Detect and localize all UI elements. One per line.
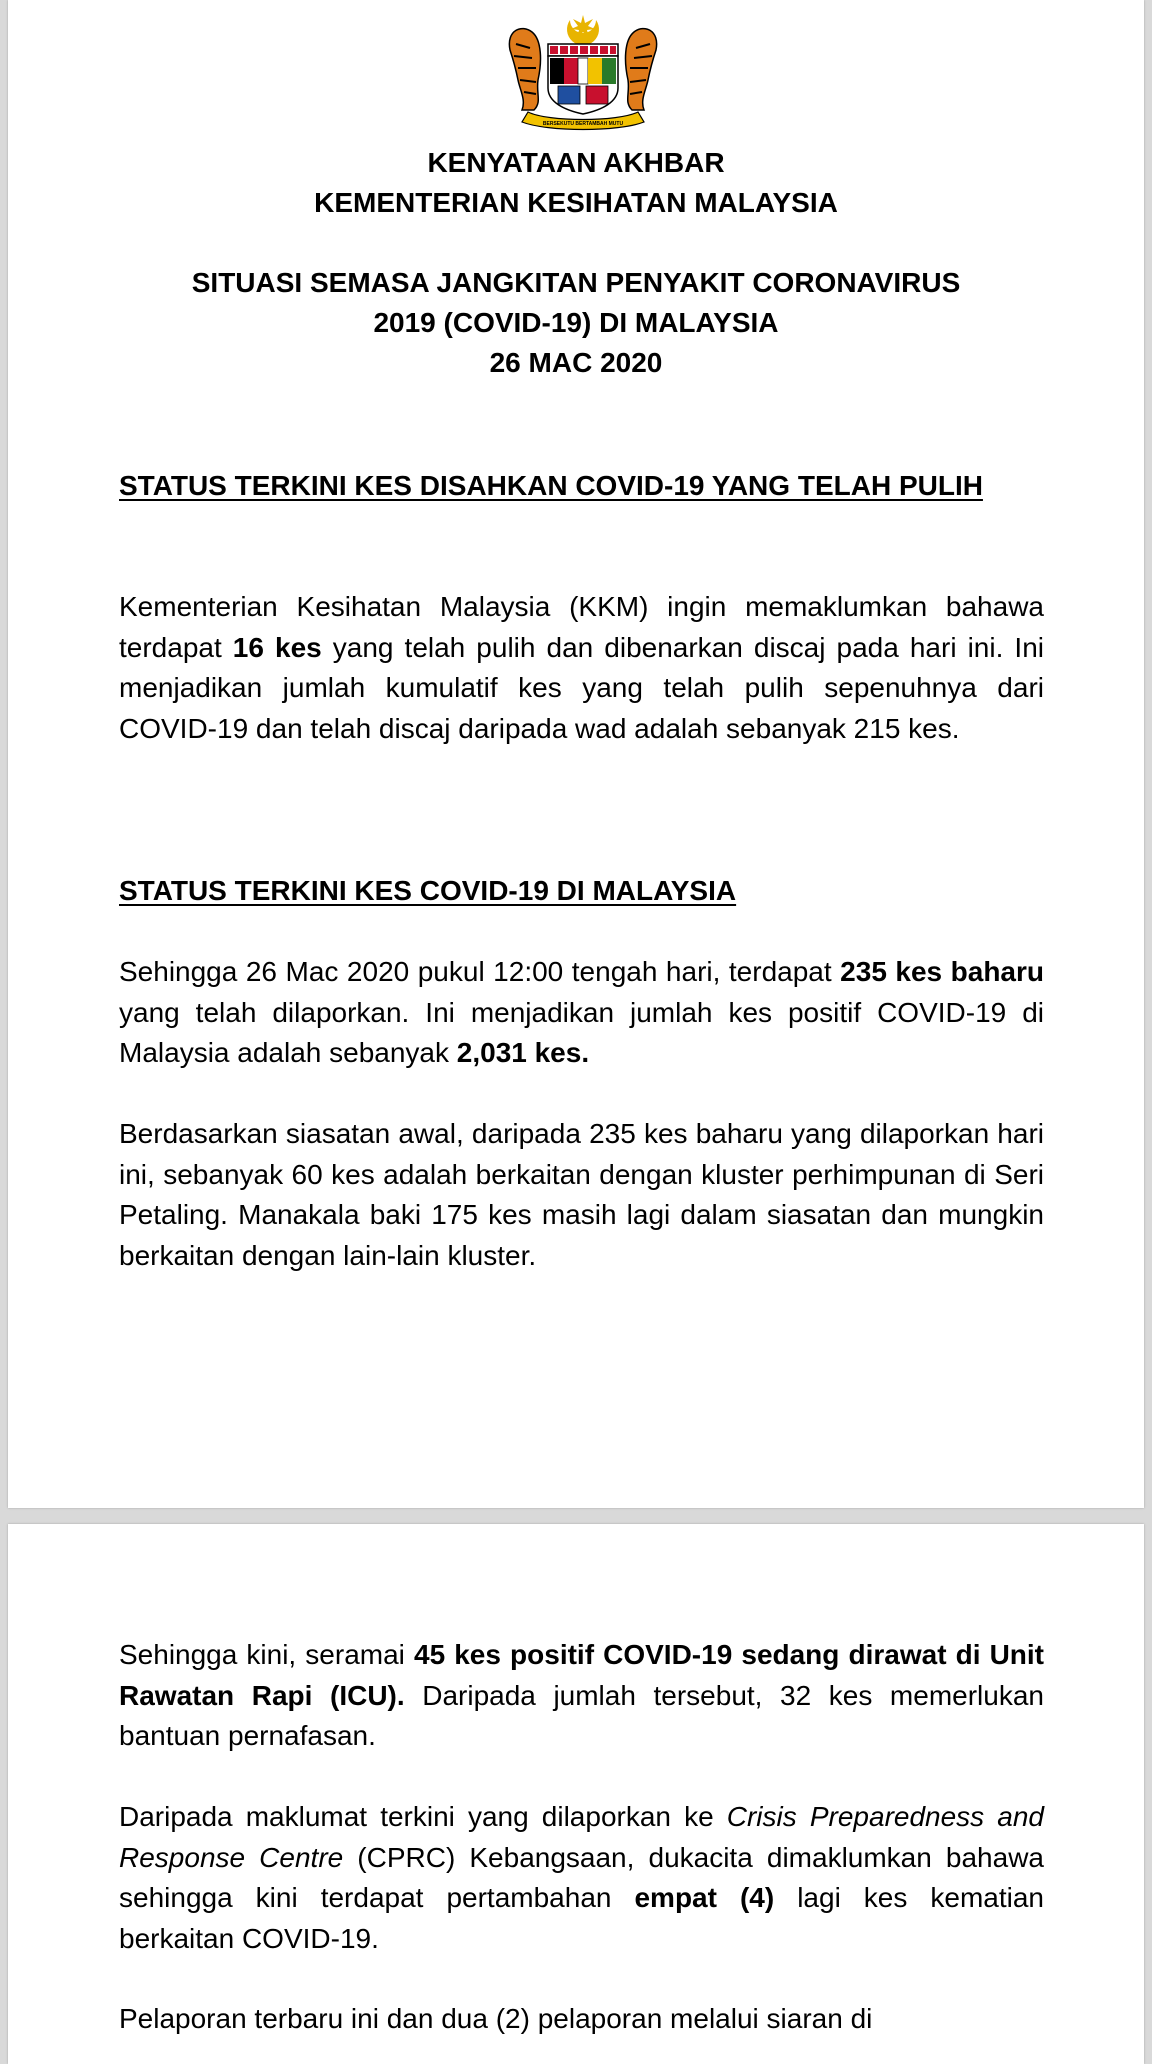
paragraph-recovered: Kementerian Kesihatan Malaysia (KKM) ingin memaklumkan bahawa terdapat 16 kes yang telah pulih dan dibenarkan discaj pada hari ini. Ini menjadikan jumlah kumulatif kes yang telah pulih sepenuhnya dari COVID-19 dan telah discaj daripada wad adalah sebanyak 215 kes. [119, 591, 1044, 744]
document-page-2 [8, 1524, 1144, 2064]
title-line-1: SITUASI SEMASA JANGKITAN PENYAKIT CORONAVIRUS [191, 267, 961, 298]
title-line-2: 2019 (COVID-19) DI MALAYSIA [373, 307, 779, 338]
crest-motto: BERSEKUTU BERTAMBAH MUTU [542, 121, 624, 127]
press-release-header [8, 143, 1144, 223]
section-heading-recovered: STATUS TERKINI KES DISAHKAN COVID-19 YANG TELAH PULIH [119, 470, 983, 501]
section-heading-cases: STATUS TERKINI KES COVID-19 DI MALAYSIA [119, 875, 737, 906]
header-line-2: KEMENTERIAN KESIHATAN MALAYSIA [314, 187, 838, 218]
document-date: 26 MAC 2020 [489, 347, 663, 378]
document-page-1 [8, 0, 1144, 1508]
paragraph-new-cases: Sehingga 26 Mac 2020 pukul 12:00 tengah hari, terdapat 235 kes baharu yang telah dilaporkan. Ini menjadikan jumlah kes positif COVID-19 di Malaysia adalah sebanyak 2,031 kes. [119, 956, 1044, 1068]
paragraph-investigation: Berdasarkan siasatan awal, daripada 235 kes baharu yang dilaporkan hari ini, sebanyak 60 kes adalah berkaitan dengan kluster perhimpunan di Seri Petaling. Manakala baki 175 kes masih lagi dalam siasatan dan mungkin berkaitan dengan lain-lain kluster. [119, 1118, 1044, 1271]
paragraph-deaths: Daripada maklumat terkini yang dilaporkan ke Crisis Preparedness and Response Centre (CPRC) Kebangsaan, dukacita dimaklumkan bahawa sehingga kini terdapat pertambahan empat (4) lagi kes kematian berkaitan COVID-19. [119, 1801, 1044, 1954]
paragraph-reporting: Pelaporan terbaru ini dan dua (2) pelaporan melalui siaran di [119, 2003, 873, 2034]
header-line-1: KENYATAAN AKHBAR [427, 147, 725, 178]
malaysia-coat-of-arms-icon [498, 10, 668, 134]
document-title [8, 263, 1144, 383]
paragraph-icu: Sehingga kini, seramai 45 kes positif COVID-19 sedang dirawat di Unit Rawatan Rapi (ICU). Daripada jumlah tersebut, 32 kes memerlukan bantuan pernafasan. [119, 1639, 1045, 1751]
